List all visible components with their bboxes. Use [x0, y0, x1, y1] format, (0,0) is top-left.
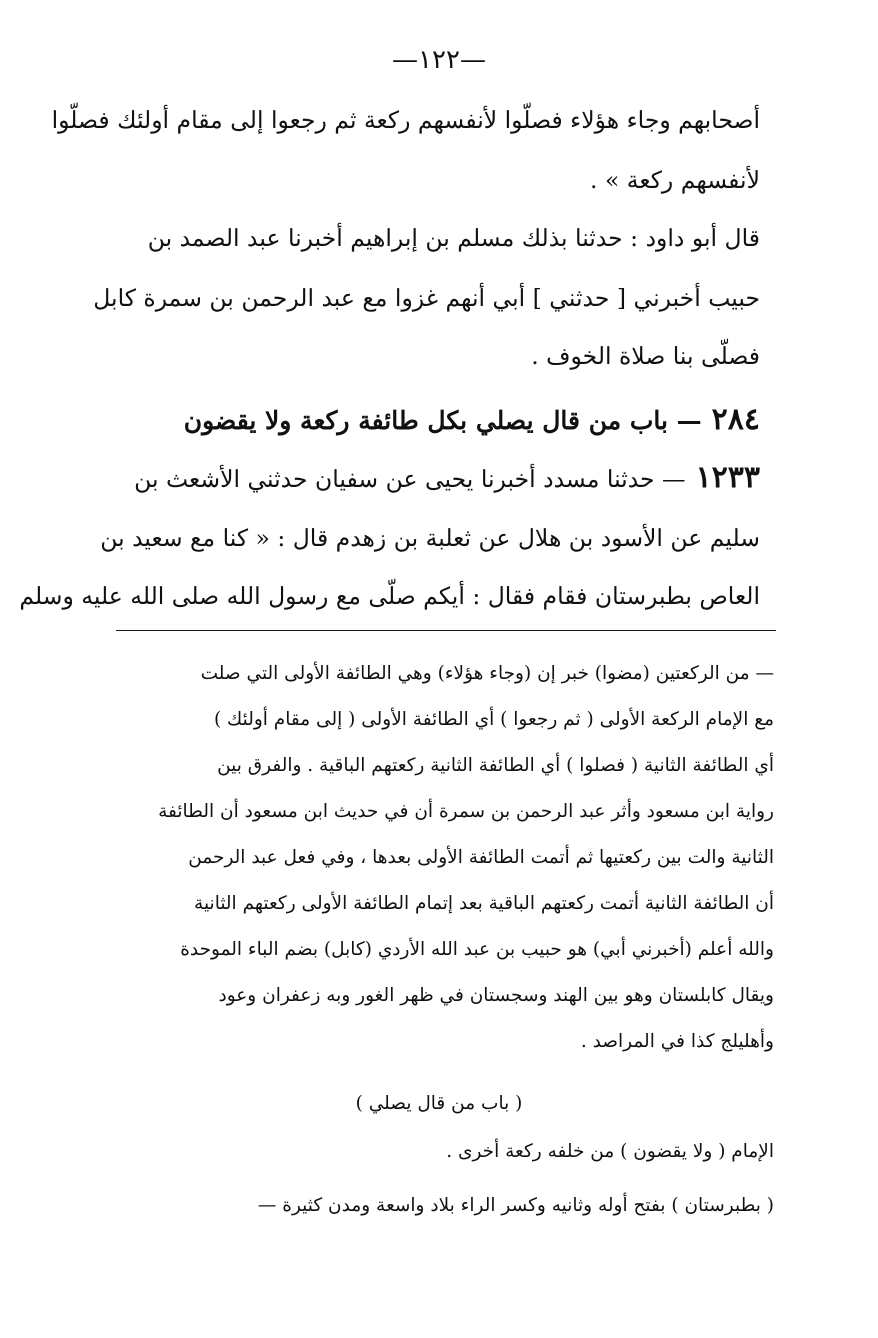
main-text-line: قال أبو داود : حدثنا بذلك مسلم بن إبراهيم أخبرنا عبد الصمد بن	[147, 224, 760, 252]
main-text-line: حبيب أخبرني [ حدثني ] أبي أنهم غزوا مع عبد الرحمن بن سمرة كابل	[93, 284, 760, 312]
hadith-first-line	[120, 456, 760, 506]
hadith-line: سليم عن الأسود بن هلال عن ثعلبة بن زهدم قال : « كنا مع سعيد بن	[100, 524, 760, 552]
footnote-line: أن الطائفة الثانية أتمت ركعتهم الباقية بعد إتمام الطائفة الأولى ركعتهم الثانية	[194, 893, 774, 914]
hadith-line: العاص بطبرستان فقام فقال : أيكم صلّى مع رسول الله صلى الله عليه وسلم	[19, 582, 760, 610]
chapter-heading	[120, 398, 760, 448]
hadith-number: ١٢٣٣	[695, 460, 760, 495]
main-text-line: لأنفسهم ركعة » .	[590, 166, 760, 194]
chapter-title: — باب من قال يصلي بكل طائفة ركعة ولا يقضون	[183, 406, 702, 435]
footnote-line: والله أعلم (أخبرني أبي) هو حبيب بن عبد الله الأردي (كابل) بضم الباء الموحدة	[180, 939, 774, 960]
footnote-line: الثانية والت بين ركعتيها ثم أتمت الطائفة الأولى بعدها ، وفي فعل عبد الرحمن	[188, 847, 774, 868]
main-text-line: فصلّى بنا صلاة الخوف .	[531, 342, 760, 370]
footnote-sub-heading: ( باب من قال يصلي )	[355, 1093, 523, 1114]
footnote-line: رواية ابن مسعود وأثر عبد الرحمن بن سمرة أن في حديث ابن مسعود أن الطائفة	[158, 801, 774, 822]
footnote-divider	[116, 630, 776, 631]
footnote-line: أي الطائفة الثانية ( فصلوا ) أي الطائفة الثانية ركعتهم الباقية . والفرق بين	[217, 755, 774, 776]
footnote-line: الإمام ( ولا يقضون ) من خلفه ركعة أخرى .	[446, 1141, 774, 1162]
chapter-number: ٢٨٤	[711, 402, 760, 437]
footnote-line: ويقال كابلستان وهو بين الهند وسجستان في ظهر الغور وبه زعفران وعود	[218, 985, 774, 1006]
page-number: —١٢٢—	[392, 45, 486, 75]
hadith-text: — حدثنا مسدد أخبرنا يحيى عن سفيان حدثني الأشعث بن	[134, 465, 686, 493]
footnote-line: وأهليلج كذا في المراصد .	[580, 1031, 774, 1052]
footnote-line: مع الإمام الركعة الأولى ( ثم رجعوا ) أي الطائفة الأولى ( إلى مقام أولئك )	[213, 709, 774, 730]
main-text-line: أصحابهم وجاء هؤلاء فصلّوا لأنفسهم ركعة ثم رجعوا إلى مقام أولئك فصلّوا	[51, 106, 760, 134]
footnote-line: ( بطبرستان ) بفتح أوله وثانيه وكسر الراء بلاد واسعة ومدن كثيرة —	[257, 1195, 774, 1216]
footnote-line: — من الركعتين (مضوا) خبر إن (وجاء هؤلاء) وهي الطائفة الأولى التي صلت	[200, 663, 774, 684]
